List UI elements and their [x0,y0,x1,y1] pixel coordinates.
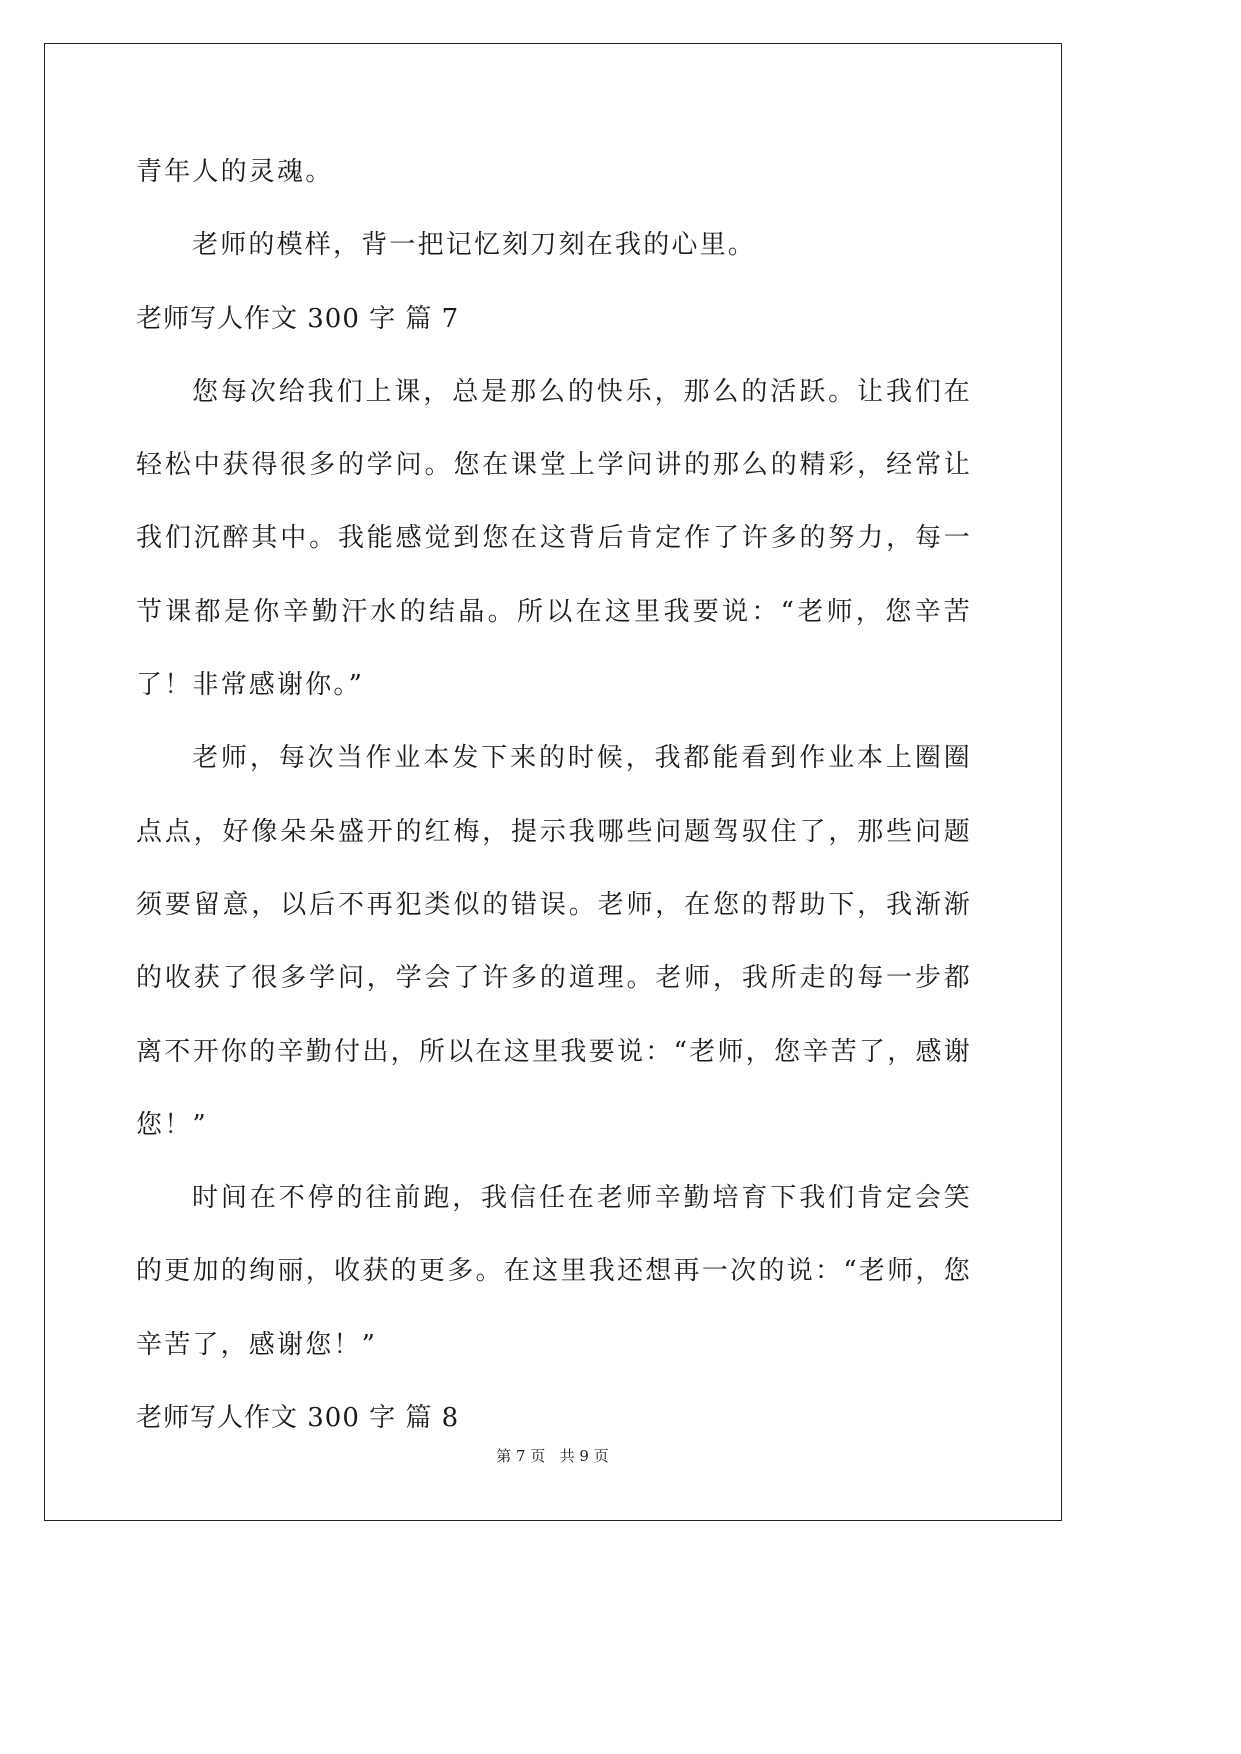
section-heading: 老师写人作文 300 字 篇 7 [136,303,460,334]
paragraph: 老师，每次当作业本发下来的时候，我都能看到作业本上圈圈点点，好像朵朵盛开的红梅，提示我哪些问题驾驭住了，那些问题须要留意，以后不再犯类似的错误。老师，在您的帮助下，我渐渐的收获了很多学问，学会了许多的道理。老师，我所走的每一步都离不开你的辛勤付出，所以在这里我要说：“老师，您辛苦了，感谢您！” [136,743,972,1140]
paragraph: 时间在不停的往前跑，我信任在老师辛勤培育下我们肯定会笑的更加的绚丽，收获的更多。在这里我还想再一次的说：“老师，您辛苦了，感谢您！” [136,1183,972,1360]
paragraph: 老师的模样，背一把记忆刻刀刻在我的心里。 [192,230,757,261]
section-heading: 老师写人作文 300 字 篇 8 [136,1403,460,1434]
page-total: 共 9 页 [559,1447,609,1465]
document-body [136,136,972,1455]
page-number: 第 7 页 [496,1447,546,1465]
page-footer [0,1444,1105,1468]
paragraph-continuation: 青年人的灵魂。 [136,157,334,187]
paragraph: 您每次给我们上课，总是那么的快乐，那么的活跃。让我们在轻松中获得很多的学问。您在课堂上学问讲的那么的精彩，经常让我们沉醉其中。我能感觉到您在这背后肯定作了许多的努力，每一节课都是你辛勤汗水的结晶。所以在这里我要说：“老师，您辛苦了！非常感谢你。” [136,376,972,701]
